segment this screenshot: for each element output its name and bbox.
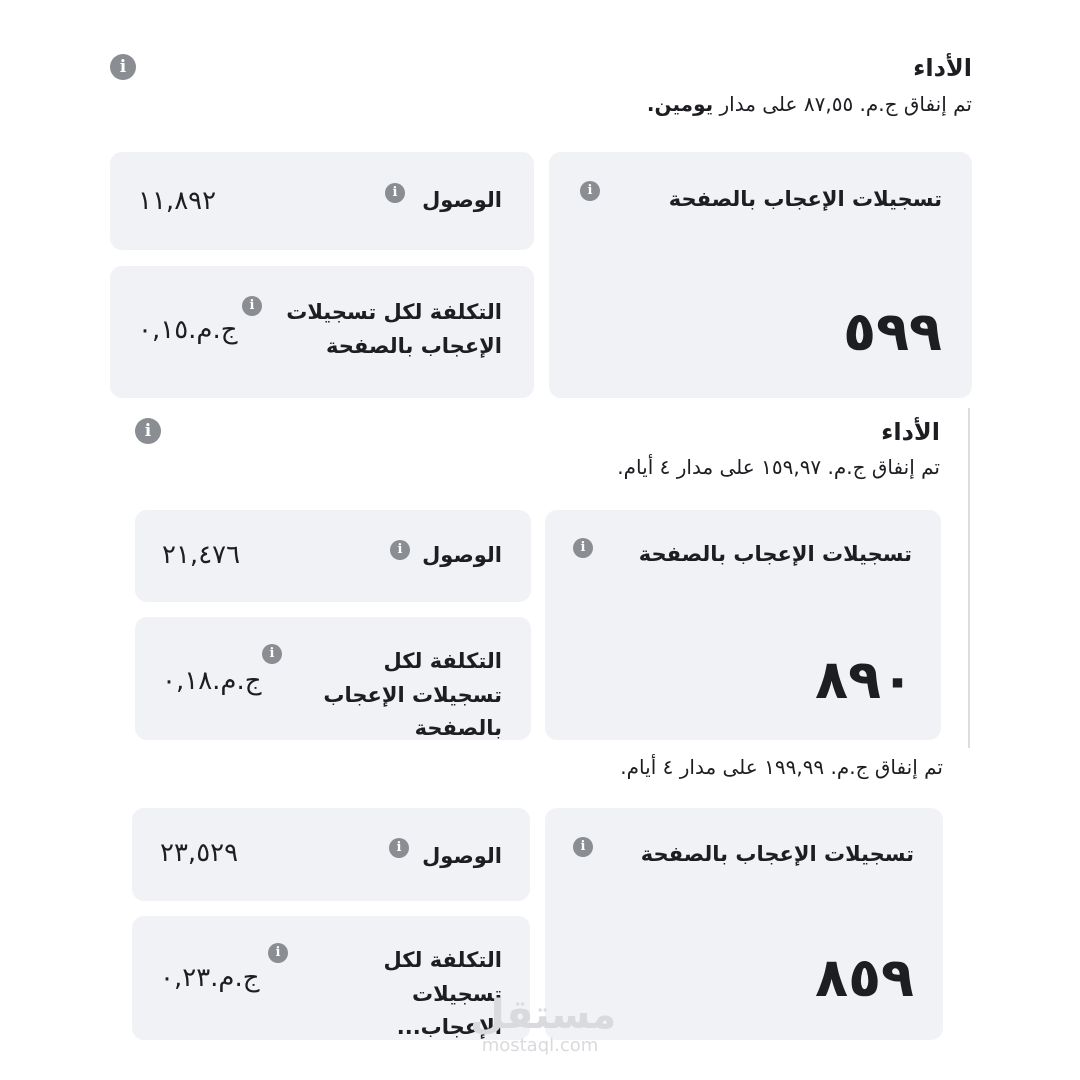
info-icon[interactable]: i bbox=[573, 837, 593, 857]
info-icon[interactable]: i bbox=[242, 296, 262, 316]
info-icon[interactable]: i bbox=[135, 418, 161, 444]
cost-per-like-value: ج.م.٠,١٨ bbox=[162, 666, 262, 696]
watermark-logo bbox=[470, 992, 617, 1056]
info-icon[interactable]: i bbox=[262, 644, 282, 664]
section-1-subtitle-text: تم إنفاق ج.م. ٨٧,٥٥ على مدار bbox=[713, 92, 972, 116]
info-icon[interactable]: i bbox=[573, 538, 593, 558]
section-3-subtitle: تم إنفاق ج.م. ١٩٩,٩٩ على مدار ٤ أيام. bbox=[620, 755, 943, 779]
divider bbox=[968, 408, 970, 748]
page-likes-label: تسجيلات الإعجاب بالصفحة bbox=[638, 542, 912, 566]
info-icon[interactable]: i bbox=[110, 54, 136, 80]
info-icon[interactable]: i bbox=[385, 183, 405, 203]
reach-value: ١١,٨٩٢ bbox=[138, 186, 217, 216]
info-icon[interactable]: i bbox=[389, 838, 409, 858]
page-likes-label: تسجيلات الإعجاب بالصفحة bbox=[668, 187, 942, 211]
info-icon[interactable]: i bbox=[268, 943, 288, 963]
watermark-arabic: مستقل bbox=[470, 992, 617, 1038]
page-likes-label: تسجيلات الإعجاب بالصفحة bbox=[640, 842, 914, 866]
page-likes-value: ٨٥٩ bbox=[815, 946, 914, 1009]
reach-value: ٢٣,٥٢٩ bbox=[160, 838, 239, 868]
cost-per-like-label: التكلفة لكل تسجيلات الإعجاب بالصفحة bbox=[323, 649, 502, 741]
cost-per-like-label: التكلفة لكل تسجيلات الإعجاب... bbox=[383, 948, 502, 1040]
cost-per-like-label: التكلفة لكل تسجيلات الإعجاب بالصفحة bbox=[286, 300, 502, 358]
reach-label: الوصول bbox=[422, 844, 502, 868]
section-1-subtitle-bold: يومين. bbox=[646, 92, 714, 116]
section-2-subtitle: تم إنفاق ج.م. ١٥٩,٩٧ على مدار ٤ أيام. bbox=[617, 455, 940, 479]
info-icon[interactable]: i bbox=[580, 181, 600, 201]
reach-label: الوصول bbox=[422, 543, 502, 567]
reach-label: الوصول bbox=[422, 188, 502, 212]
page-likes-value: ٥٩٩ bbox=[843, 300, 942, 363]
cost-per-like-value: ج.م.٠,٢٣ bbox=[160, 963, 260, 993]
info-icon[interactable]: i bbox=[390, 540, 410, 560]
reach-value: ٢١,٤٧٦ bbox=[162, 540, 241, 570]
watermark-latin: mostaql.com bbox=[481, 1035, 599, 1056]
section-2-title: الأداء bbox=[881, 418, 940, 446]
page-likes-value: ٨٩٠ bbox=[815, 648, 914, 711]
cost-per-like-value: ج.م.٠,١٥ bbox=[138, 315, 238, 345]
section-1-title: الأداء bbox=[913, 54, 972, 82]
section-1-subtitle bbox=[647, 92, 972, 116]
